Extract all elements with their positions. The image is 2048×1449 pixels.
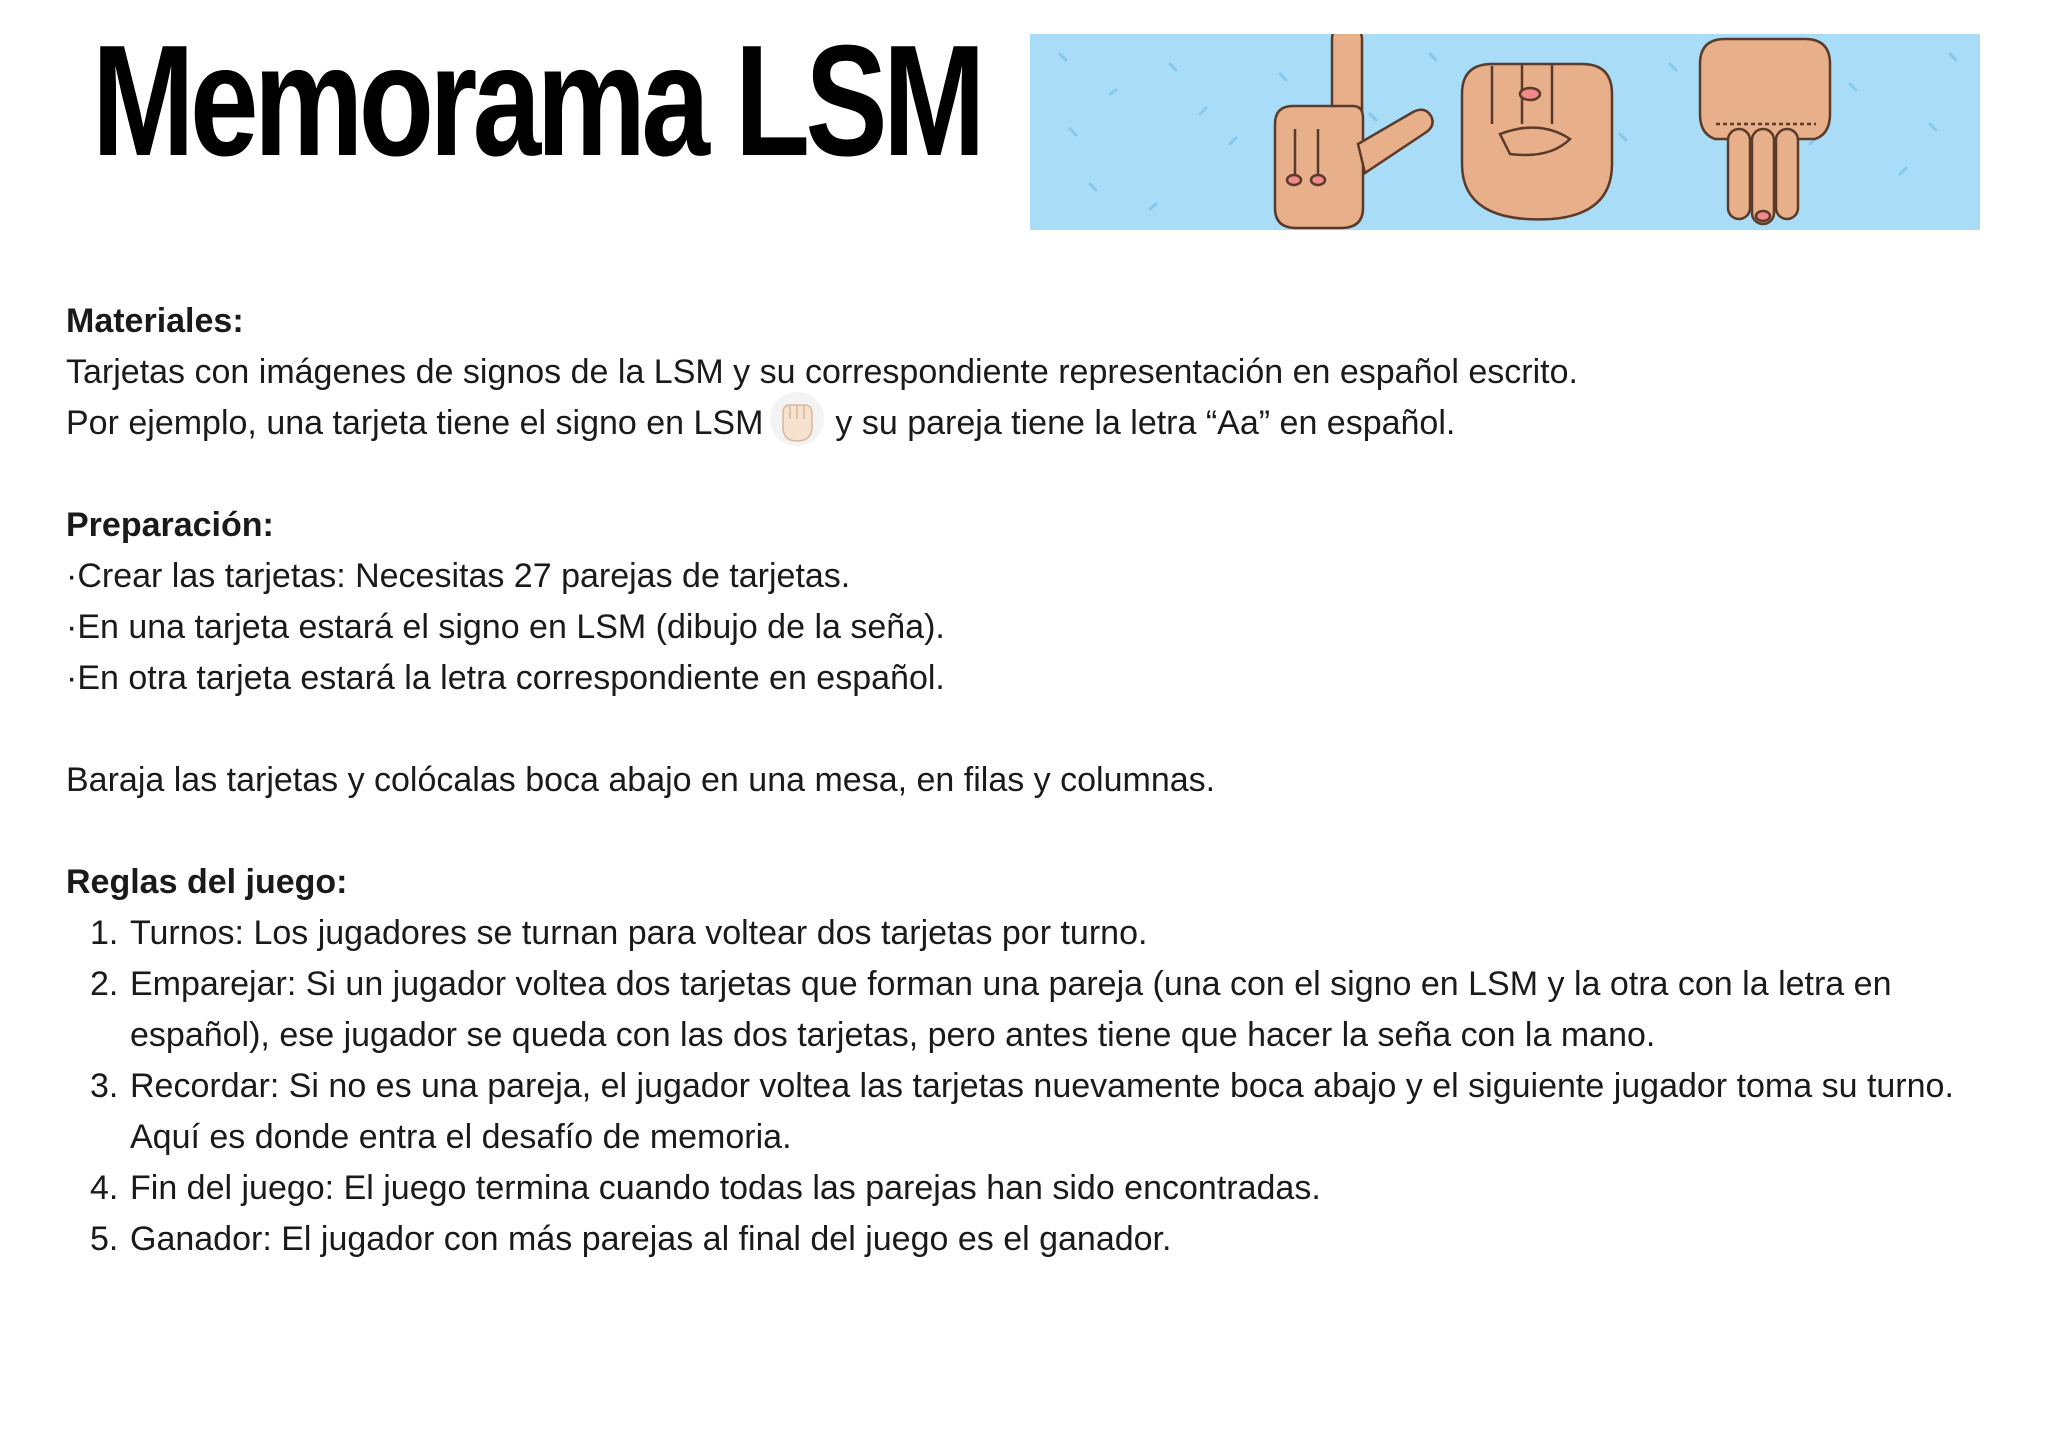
preparacion-heading: Preparación: xyxy=(66,506,274,544)
list-item-number: 5. xyxy=(90,1220,119,1258)
reglas-list xyxy=(66,908,1996,1265)
list-item-number: 2. xyxy=(90,965,119,1003)
list-item-text: Turnos: Los jugadores se turnan para voltear dos tarjetas por turno. xyxy=(130,914,1148,952)
list-item xyxy=(66,1163,1996,1214)
preparacion-item: ·En otra tarjeta estará la letra correspondiente en español. xyxy=(66,659,945,697)
list-item-text: Emparejar: Si un jugador voltea dos tarjetas que forman una pareja (una con el signo en LSM y la otra con la letra en español), ese jugador se queda con las dos tarjetas, pero antes tiene que hacer la seña con la mano. xyxy=(130,965,1892,1054)
materiales-line-2-after: y su pareja tiene la letra “Aa” en español. xyxy=(835,404,1456,442)
materiales-line-2 xyxy=(66,398,1996,449)
page-title: Memorama LSM xyxy=(92,13,981,189)
raised-fist-emoji-icon xyxy=(769,391,825,447)
list-item-text: Fin del juego: El juego termina cuando todas las parejas han sido encontradas. xyxy=(130,1169,1321,1207)
materiales-line-2-before: Por ejemplo, una tarjeta tiene el signo en LSM xyxy=(66,404,764,442)
materiales-line-1: Tarjetas con imágenes de signos de la LSM y su correspondiente representación en español escrito. xyxy=(66,353,1578,391)
list-item-number: 1. xyxy=(90,914,119,952)
sign-language-banner xyxy=(1030,34,1980,230)
reglas-heading: Reglas del juego: xyxy=(66,863,348,901)
preparacion-shuffle: Baraja las tarjetas y colócalas boca abajo en una mesa, en filas y columnas. xyxy=(66,761,1216,799)
hand-sign-m-icon xyxy=(1700,39,1830,224)
list-item xyxy=(66,959,1996,1061)
hand-sign-a-fist-icon xyxy=(1462,64,1612,219)
list-item-number: 4. xyxy=(90,1169,119,1207)
list-item-text: Ganador: El jugador con más parejas al final del juego es el ganador. xyxy=(130,1220,1172,1258)
list-item xyxy=(66,1214,1996,1265)
list-item-text: Recordar: Si no es una pareja, el jugador voltea las tarjetas nuevamente boca abajo y el siguiente jugador toma su turno. Aquí es donde entra el desafío de memoria. xyxy=(130,1067,1954,1156)
list-item-number: 3. xyxy=(90,1067,119,1105)
materiales-heading: Materiales: xyxy=(66,302,244,340)
hand-sign-l-icon xyxy=(1275,34,1433,228)
instructions-content xyxy=(66,296,1996,1265)
preparacion-item: ·En una tarjeta estará el signo en LSM (dibujo de la seña). xyxy=(66,608,945,646)
list-item xyxy=(66,1061,1996,1163)
list-item xyxy=(66,908,1996,959)
preparacion-item: ·Crear las tarjetas: Necesitas 27 parejas de tarjetas. xyxy=(66,557,851,595)
